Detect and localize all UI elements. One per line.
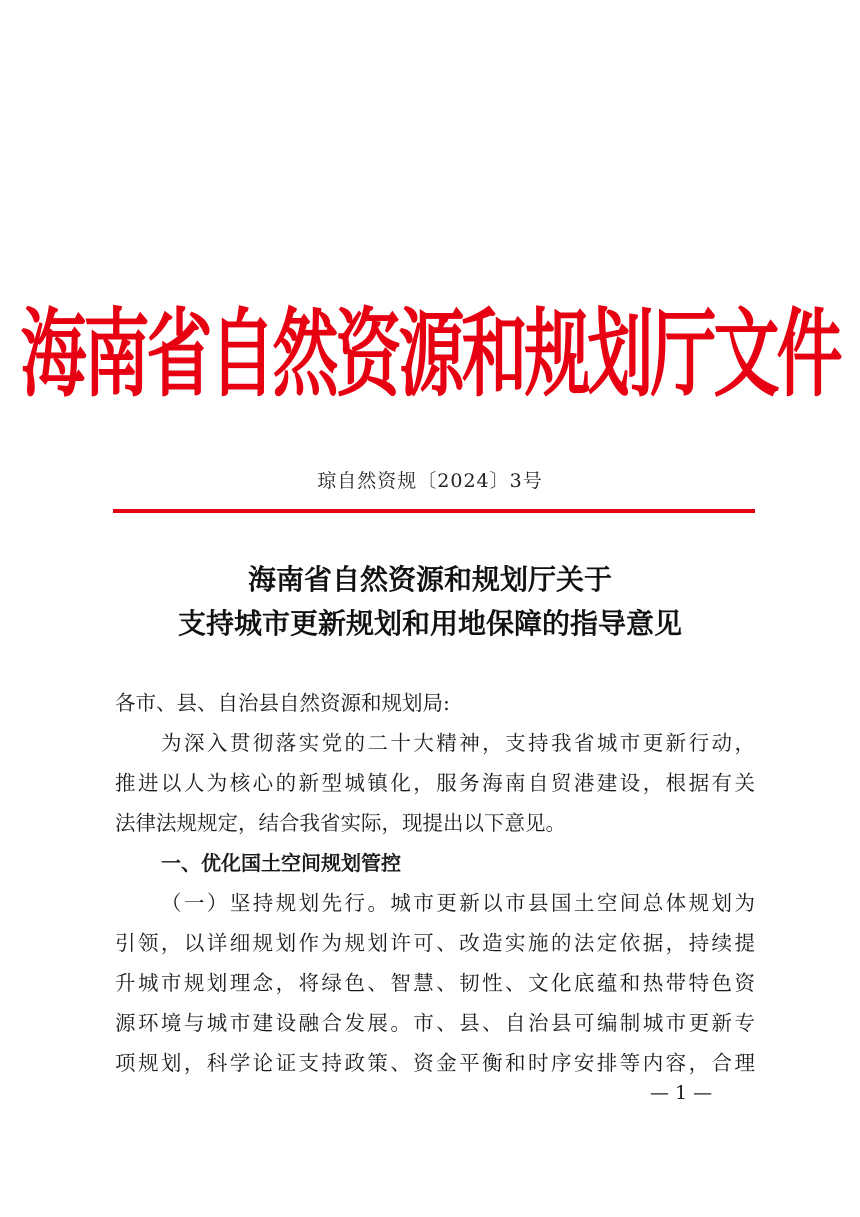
section-heading: 一、优化国土空间规划管控	[161, 851, 401, 875]
document-number: 琼自然资规〔2024〕3号	[317, 470, 543, 492]
title-line-2: 支持城市更新规划和用地保障的指导意见	[177, 607, 682, 640]
paragraph-line: 项规划，科学论证支持政策、资金平衡和时序安排等内容，合理	[115, 1051, 755, 1075]
paragraph-line: 源环境与城市建设融合发展。市、县、自治县可编制城市更新专	[115, 1011, 755, 1035]
paragraph-line: （一）坚持规划先行。城市更新以市县国土空间总体规划为	[161, 891, 755, 915]
title-line-1: 海南省自然资源和规划厅关于	[247, 563, 612, 596]
document-masthead: 海南省自然资源和规划厅文件	[20, 298, 840, 411]
document-body	[115, 683, 755, 1083]
paragraph-line: 引领，以详细规划作为规划许可、改造实施的法定依据，持续提	[115, 931, 755, 955]
red-divider-rule	[113, 509, 755, 513]
intro-line: 法律法规规定，结合我省实际，现提出以下意见。	[115, 811, 566, 835]
salutation: 各市、县、自治县自然资源和规划局:	[115, 691, 450, 715]
page-number: — 1 —	[650, 1082, 713, 1104]
intro-line: 推进以人为核心的新型城镇化，服务海南自贸港建设，根据有关	[115, 771, 755, 795]
intro-line: 为深入贯彻落实党的二十大精神，支持我省城市更新行动，	[161, 731, 755, 755]
paragraph-line: 升城市规划理念，将绿色、智慧、韧性、文化底蕴和热带特色资	[115, 971, 755, 995]
document-title	[0, 558, 860, 646]
